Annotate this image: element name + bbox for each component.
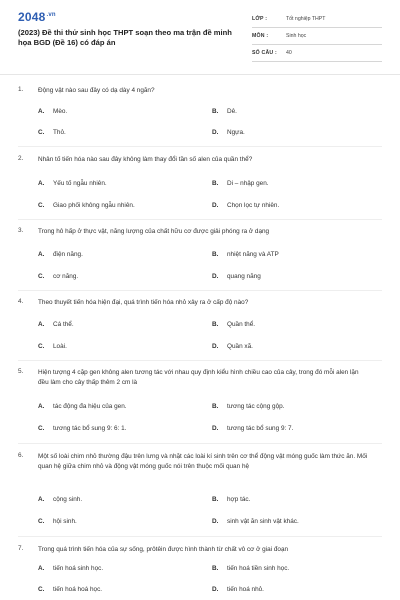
option-text: hội sinh.: [53, 518, 77, 525]
option-text: sinh vật ăn sinh vật khác.: [227, 518, 299, 525]
question-number: 5.: [18, 368, 24, 375]
option-d[interactable]: [212, 518, 299, 525]
option-a[interactable]: [38, 251, 83, 258]
logo-suffix: .vn: [46, 12, 56, 18]
question-divider: [18, 290, 382, 291]
info-row-class: [252, 13, 382, 28]
option-label: B.: [212, 180, 219, 187]
question-text: Một số loài chim nhỏ thường đậu trên lưng và nhặt các loài kí sinh trên cơ thể động vật móng guốc làm thức ăn. Mối quan hệ giữa chim nhỏ và động vật móng guốc nói trên thuộc mối quan hệ: [38, 453, 368, 470]
question-text: Hiện tượng 4 cặp gen không alen tương tác với nhau quy định kiểu hình chiều cao của cây, trong đó mỗi alen lặn đều làm cho cây thấp thêm 2 cm là: [38, 369, 359, 386]
info-value: 40: [286, 50, 292, 56]
option-label: D.: [212, 343, 219, 350]
question-number: 7.: [18, 545, 24, 552]
info-row-count: [252, 47, 382, 62]
option-label: A.: [38, 251, 45, 258]
option-text: cộng sinh.: [53, 496, 83, 503]
question-divider: [18, 360, 382, 361]
question-5: [0, 368, 400, 432]
option-text: Mèo.: [53, 108, 68, 115]
option-text: Cá thể.: [53, 321, 74, 328]
option-b[interactable]: [212, 496, 250, 503]
option-label: C.: [38, 425, 45, 432]
exam-info: [252, 13, 382, 64]
option-a[interactable]: [38, 108, 67, 115]
option-label: D.: [212, 586, 219, 593]
option-label: B.: [212, 108, 219, 115]
option-c[interactable]: [38, 129, 66, 136]
option-c[interactable]: [38, 273, 78, 280]
option-label: A.: [38, 180, 45, 187]
header-divider: [0, 74, 400, 75]
info-label: SỐ CÂU :: [252, 50, 277, 56]
option-label: D.: [212, 202, 219, 209]
option-text: nhiệt năng và ATP: [227, 251, 279, 258]
option-text: tương tác bổ sung 9: 7.: [227, 425, 294, 432]
option-text: cơ năng.: [53, 273, 79, 280]
question-number: 6.: [18, 452, 24, 459]
question-stem: [0, 368, 400, 388]
question-1: [0, 86, 400, 136]
question-stem: [0, 452, 400, 472]
question-text: Nhân tố tiến hóa nào sau đây không làm thay đổi tần số alen của quần thể?: [38, 156, 253, 163]
option-text: Dê.: [227, 108, 237, 115]
question-number: 4.: [18, 298, 24, 305]
option-text: hợp tác.: [227, 496, 251, 503]
option-d[interactable]: [212, 273, 261, 280]
option-label: B.: [212, 403, 219, 410]
option-a[interactable]: [38, 565, 103, 572]
question-7: [0, 545, 400, 593]
info-value: Sinh học: [286, 33, 307, 39]
question-divider: [18, 146, 382, 147]
option-d[interactable]: [212, 202, 279, 209]
option-d[interactable]: [212, 129, 245, 136]
question-text: Động vật nào sau đây có dạ dày 4 ngăn?: [38, 87, 155, 94]
option-b[interactable]: [212, 251, 279, 258]
exam-title: (2023) Đề thi thử sinh học THPT soạn theo ma trận đề minh họa BGD (Đề 16) có đáp án: [18, 28, 232, 47]
option-c[interactable]: [38, 425, 127, 432]
option-label: B.: [212, 321, 219, 328]
question-divider: [18, 219, 382, 220]
option-a[interactable]: [38, 321, 74, 328]
option-text: Quần thể.: [227, 321, 256, 328]
option-text: Giao phối không ngẫu nhiên.: [53, 202, 135, 209]
option-label: A.: [38, 496, 45, 503]
option-label: D.: [212, 425, 219, 432]
option-text: Quần xã.: [227, 343, 253, 350]
question-number: 2.: [18, 155, 24, 162]
logo-main: 2048: [18, 10, 46, 24]
option-b[interactable]: [212, 403, 285, 410]
option-label: C.: [38, 273, 45, 280]
option-a[interactable]: [38, 403, 127, 410]
option-text: Ngựa.: [227, 129, 245, 136]
option-label: C.: [38, 343, 45, 350]
option-text: tác động đa hiệu của gen.: [53, 403, 127, 410]
option-c[interactable]: [38, 586, 102, 593]
option-text: Thỏ.: [53, 129, 66, 136]
option-text: điện năng.: [53, 251, 83, 258]
option-label: D.: [212, 273, 219, 280]
option-a[interactable]: [38, 180, 107, 187]
option-label: D.: [212, 129, 219, 136]
question-stem: [0, 86, 400, 96]
question-6: [0, 452, 400, 525]
site-logo[interactable]: [18, 10, 56, 24]
question-stem: [0, 545, 400, 555]
header: [0, 0, 400, 74]
option-label: C.: [38, 202, 45, 209]
question-3: [0, 227, 400, 280]
option-c[interactable]: [38, 202, 135, 209]
option-text: Yếu tố ngẫu nhiên.: [53, 180, 107, 187]
question-divider: [18, 536, 382, 537]
question-number: 3.: [18, 227, 24, 234]
option-text: tương tác bổ sung 9: 6: 1.: [53, 425, 127, 432]
info-label: LỚP :: [252, 16, 268, 22]
option-label: B.: [212, 496, 219, 503]
info-row-subject: [252, 30, 382, 45]
option-b[interactable]: [212, 565, 289, 572]
question-text: Theo thuyết tiến hóa hiện đại, quá trình tiến hóa nhỏ xảy ra ở cấp độ nào?: [38, 299, 249, 306]
option-d[interactable]: [212, 425, 293, 432]
question-stem: [0, 227, 400, 237]
option-text: tương tác cộng gộp.: [227, 403, 285, 410]
option-d[interactable]: [212, 343, 253, 350]
option-text: tiến hoá nhỏ.: [227, 586, 264, 593]
option-b[interactable]: [212, 108, 237, 115]
option-label: C.: [38, 586, 45, 593]
option-a[interactable]: [38, 496, 82, 503]
question-4: [0, 298, 400, 350]
option-label: B.: [212, 565, 219, 572]
option-d[interactable]: [212, 586, 264, 593]
option-text: tiến hoá sinh học.: [53, 565, 104, 572]
question-stem: [0, 298, 400, 308]
option-text: Chọn lọc tự nhiên.: [227, 202, 280, 209]
info-label: MÔN :: [252, 33, 269, 39]
option-label: A.: [38, 565, 45, 572]
option-b[interactable]: [212, 321, 255, 328]
option-label: A.: [38, 321, 45, 328]
option-c[interactable]: [38, 343, 67, 350]
option-label: A.: [38, 403, 45, 410]
option-text: Di – nhập gen.: [227, 180, 269, 187]
option-label: C.: [38, 518, 45, 525]
option-label: B.: [212, 251, 219, 258]
option-text: Loài.: [53, 343, 67, 350]
option-text: tiến hoá tiền sinh học.: [227, 565, 290, 572]
info-value: Tốt nghiệp THPT: [286, 16, 326, 22]
option-label: A.: [38, 108, 45, 115]
option-text: tiến hoá hoá học.: [53, 586, 103, 593]
option-b[interactable]: [212, 180, 269, 187]
question-2: [0, 155, 400, 209]
question-number: 1.: [18, 86, 24, 93]
question-stem: [0, 155, 400, 165]
question-text: Trong hô hấp ở thực vật, năng lượng của chất hữu cơ được giải phóng ra ở dạng: [38, 228, 270, 235]
question-divider: [18, 443, 382, 444]
option-c[interactable]: [38, 518, 77, 525]
option-label: D.: [212, 518, 219, 525]
option-label: C.: [38, 129, 45, 136]
question-text: Trong quá trình tiến hóa của sự sống, prôtêin được hình thành từ chất vô cơ ở giai đoạn: [38, 546, 289, 553]
option-text: quang năng: [227, 273, 261, 280]
